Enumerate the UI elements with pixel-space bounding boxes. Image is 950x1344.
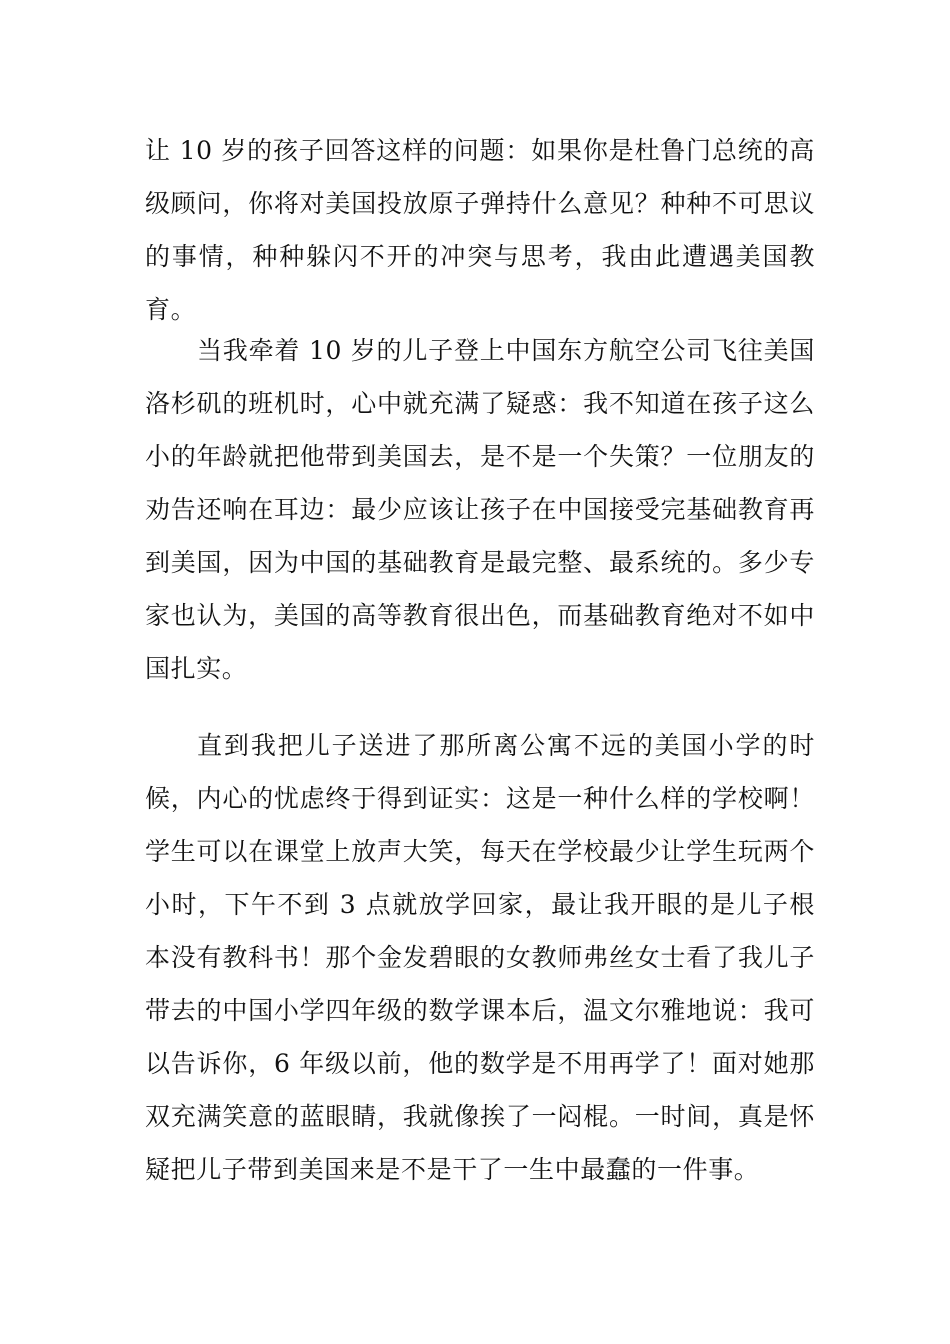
paragraph-intro: 让 10 岁的孩子回答这样的问题：如果你是杜鲁门总统的高级顾问，你将对美国投放原子弹持什么意见？种种不可思议的事情，种种躲闪不开的冲突与思考，我由此遭遇美国教育。	[145, 136, 815, 324]
paragraph-american-school: 直到我把儿子送进了那所离公寓不远的美国小学的时候，内心的忧虑终于得到证实：这是一种什么样的学校啊！学生可以在课堂上放声大笑，每天在学校最少让学生玩两个小时，下午不到 3 点就放学回家，最让我开眼的是儿子根本没有教科书！那个金发碧眼的女教师弗丝女士看了我儿子带去的中国小学四年级的数学课本后，温文尔雅地说：我可以告诉你，6 年级以前，他的数学是不用再学了！面对她那双充满笑意的蓝眼睛，我就像挨了一闷棍。一时间，真是怀疑把儿子带到美国来是不是干了一生中最蠢的一件事。	[145, 731, 815, 1184]
paragraph-flight-doubts: 当我牵着 10 岁的儿子登上中国东方航空公司飞往美国洛杉矶的班机时，心中就充满了疑惑：我不知道在孩子这么小的年龄就把他带到美国去，是不是一个失策？一位朋友的劝告还响在耳边：最少应该让孩子在中国接受完基础教育再到美国，因为中国的基础教育是最完整、最系统的。多少专家也认为，美国的高等教育很出色，而基础教育绝对不如中国扎实。	[145, 336, 815, 683]
